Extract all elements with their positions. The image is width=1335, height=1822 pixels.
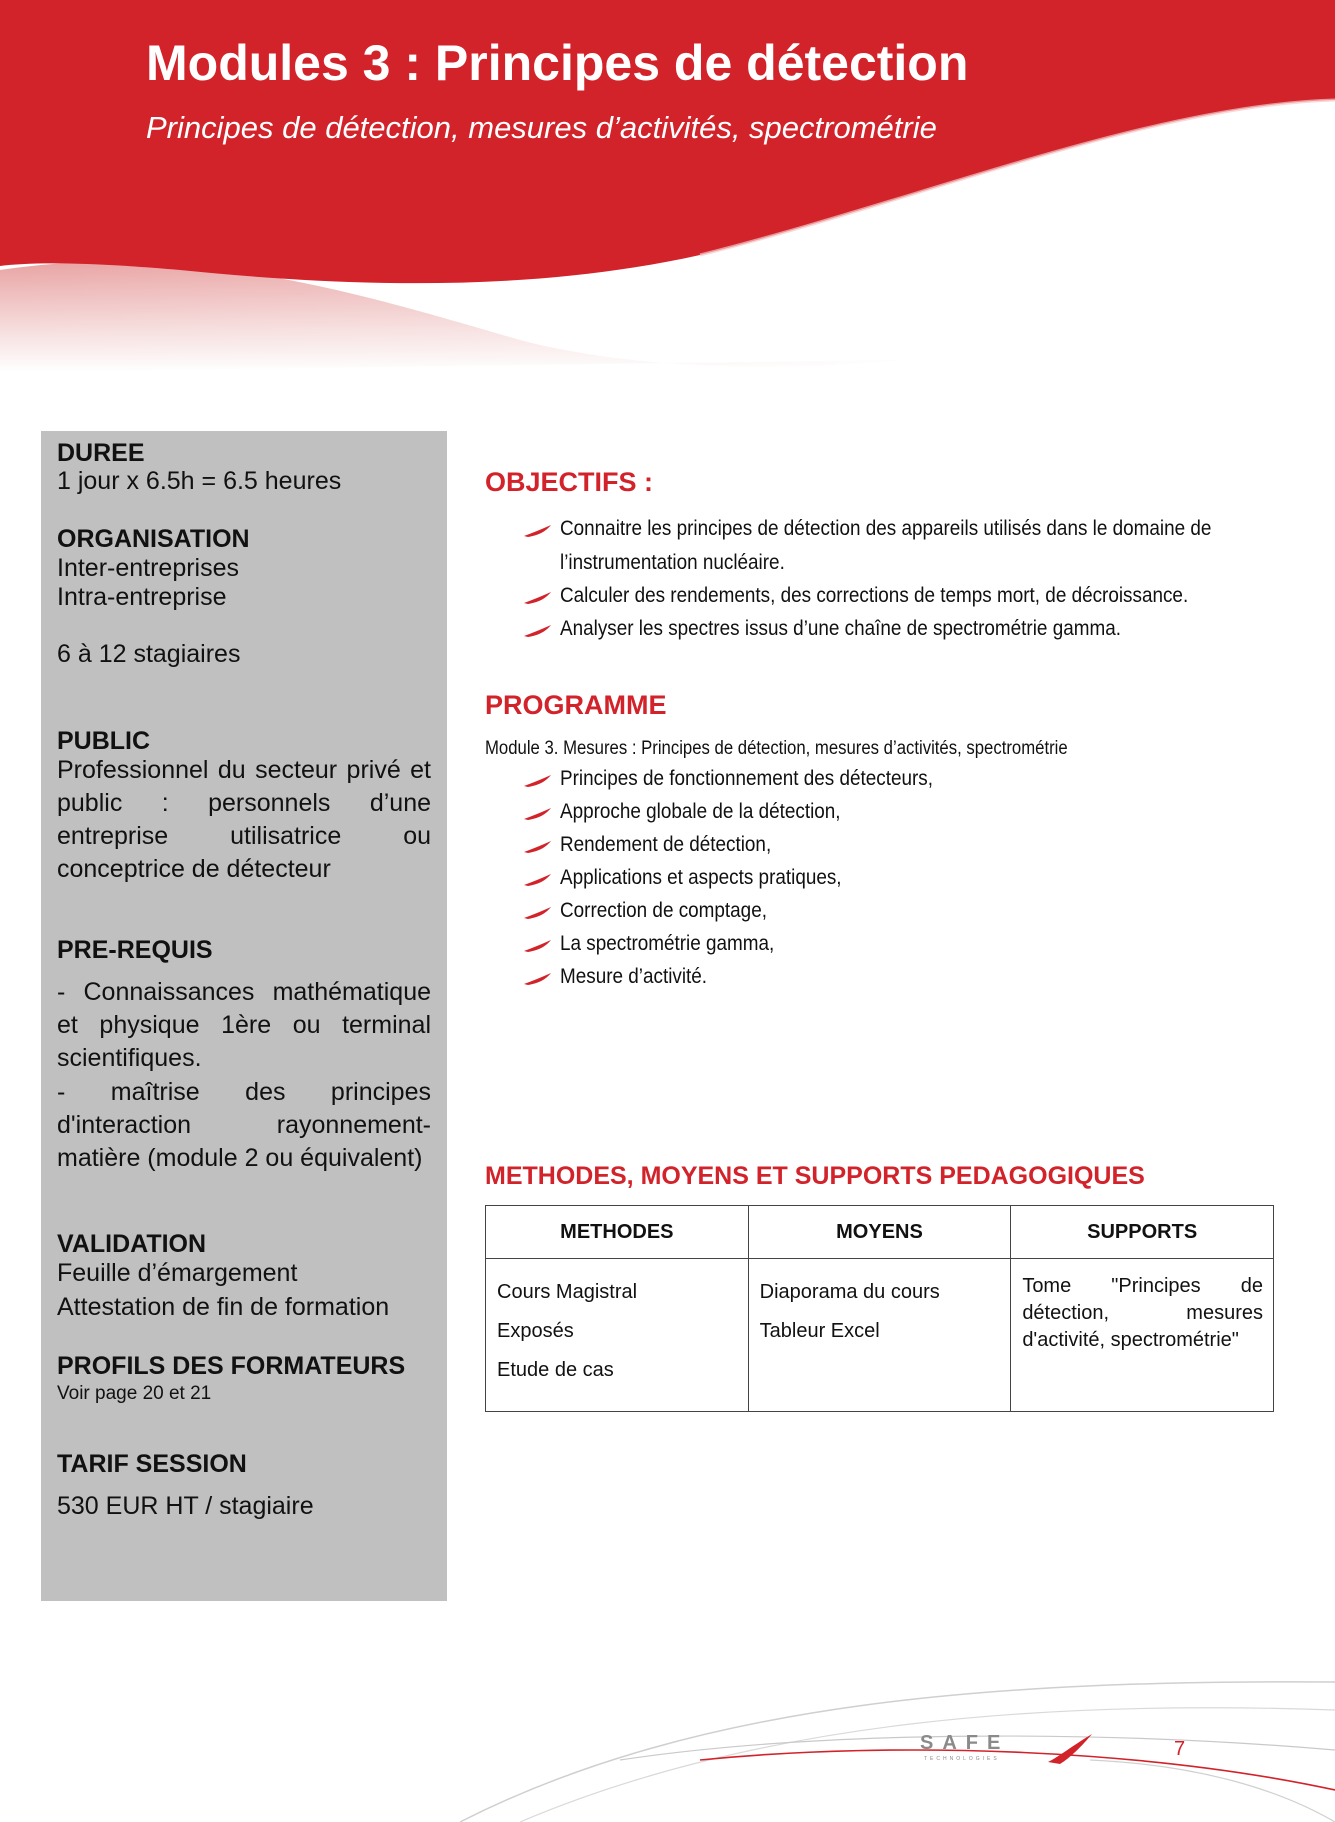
logo-text: SAFE: [920, 1732, 1010, 1754]
logo-subtext: TECHNOLOGIES: [924, 1756, 1000, 1762]
cell-item: Exposés: [497, 1320, 574, 1342]
prerequis-line: matière (module 2 ou équivalent): [57, 1144, 423, 1172]
profils-heading: PROFILS DES FORMATEURS: [57, 1352, 406, 1380]
duree-heading: DUREE: [57, 439, 145, 467]
public-line: Professionnel du secteur privé et: [57, 756, 431, 784]
prerequis-line: - maîtrise des principes: [57, 1078, 431, 1106]
validation-line: Attestation de fin de formation: [57, 1293, 390, 1321]
duree-value: 1 jour x 6.5h = 6.5 heures: [57, 467, 342, 495]
public-line: public : personnels d’une: [57, 789, 431, 817]
column-header: METHODES: [486, 1206, 749, 1259]
table-header-row: [486, 1206, 1274, 1259]
cell-item: Etude de cas: [497, 1359, 614, 1381]
supports-text: Tome "Principes de détection, mesures d'activité, spectrométrie": [1022, 1275, 1263, 1351]
organisation-line: Intra-entreprise: [57, 583, 227, 611]
prerequis-line: scientifiques.: [57, 1044, 202, 1072]
page-title: Modules 3 : Principes de détection: [146, 35, 969, 91]
page-number: 7: [1174, 1738, 1186, 1760]
organisation-line: Inter-entreprises: [57, 554, 240, 582]
objectifs-heading: OBJECTIFS :: [485, 467, 654, 497]
methodes-cell: [486, 1259, 749, 1412]
cell-item: Tableur Excel: [759, 1320, 880, 1342]
public-line: entreprise utilisatrice ou: [57, 822, 431, 850]
prerequis-line: d'interaction rayonnement-: [57, 1111, 431, 1139]
methodes-heading: METHODES, MOYENS ET SUPPORTS PEDAGOGIQUES: [485, 1162, 1145, 1190]
programme-heading: PROGRAMME: [485, 690, 667, 720]
validation-heading: VALIDATION: [57, 1230, 207, 1258]
swoosh-bullet-icon: [524, 591, 552, 605]
table-row: [486, 1259, 1274, 1412]
tarif-heading: TARIF SESSION: [57, 1450, 247, 1478]
swoosh-bullet-icon: [524, 873, 552, 887]
cell-item: Diaporama du cours: [759, 1281, 940, 1303]
validation-line: Feuille d’émargement: [57, 1259, 298, 1287]
supports-cell: [1011, 1259, 1274, 1412]
swoosh-bullet-icon: [524, 807, 552, 821]
public-line: conceptrice de détecteur: [57, 855, 331, 883]
swoosh-bullet-icon: [524, 524, 552, 538]
prerequis-line: - Connaissances mathématique: [57, 978, 431, 1006]
moyens-cell: [748, 1259, 1011, 1412]
swoosh-bullet-icon: [524, 906, 552, 920]
column-header: MOYENS: [748, 1206, 1011, 1259]
cell-item: Cours Magistral: [497, 1281, 638, 1303]
prerequis-line: et physique 1ère ou terminal: [57, 1011, 431, 1039]
organisation-heading: ORGANISATION: [57, 525, 250, 553]
profils-value: Voir page 20 et 21: [57, 1383, 212, 1404]
programme-intro: Module 3. Mesures : Principes de détection, mesures d’activités, spectrométrie: [485, 738, 1068, 759]
swoosh-bullet-icon: [524, 624, 552, 638]
tarif-value: 530 EUR HT / stagiaire: [57, 1492, 314, 1520]
swoosh-bullet-icon: [524, 840, 552, 854]
swoosh-bullet-icon: [524, 774, 552, 788]
footer-decoration: [0, 1640, 1335, 1822]
column-header: SUPPORTS: [1011, 1206, 1274, 1259]
methods-table: [485, 1205, 1274, 1412]
prerequis-heading: PRE-REQUIS: [57, 936, 213, 964]
page-subtitle: Principes de détection, mesures d’activités, spectrométrie: [146, 110, 937, 145]
public-heading: PUBLIC: [57, 727, 151, 755]
organisation-line: 6 à 12 stagiaires: [57, 640, 241, 668]
swoosh-bullet-icon: [524, 939, 552, 953]
info-sidebar: [41, 431, 447, 1601]
swoosh-bullet-icon: [524, 972, 552, 986]
